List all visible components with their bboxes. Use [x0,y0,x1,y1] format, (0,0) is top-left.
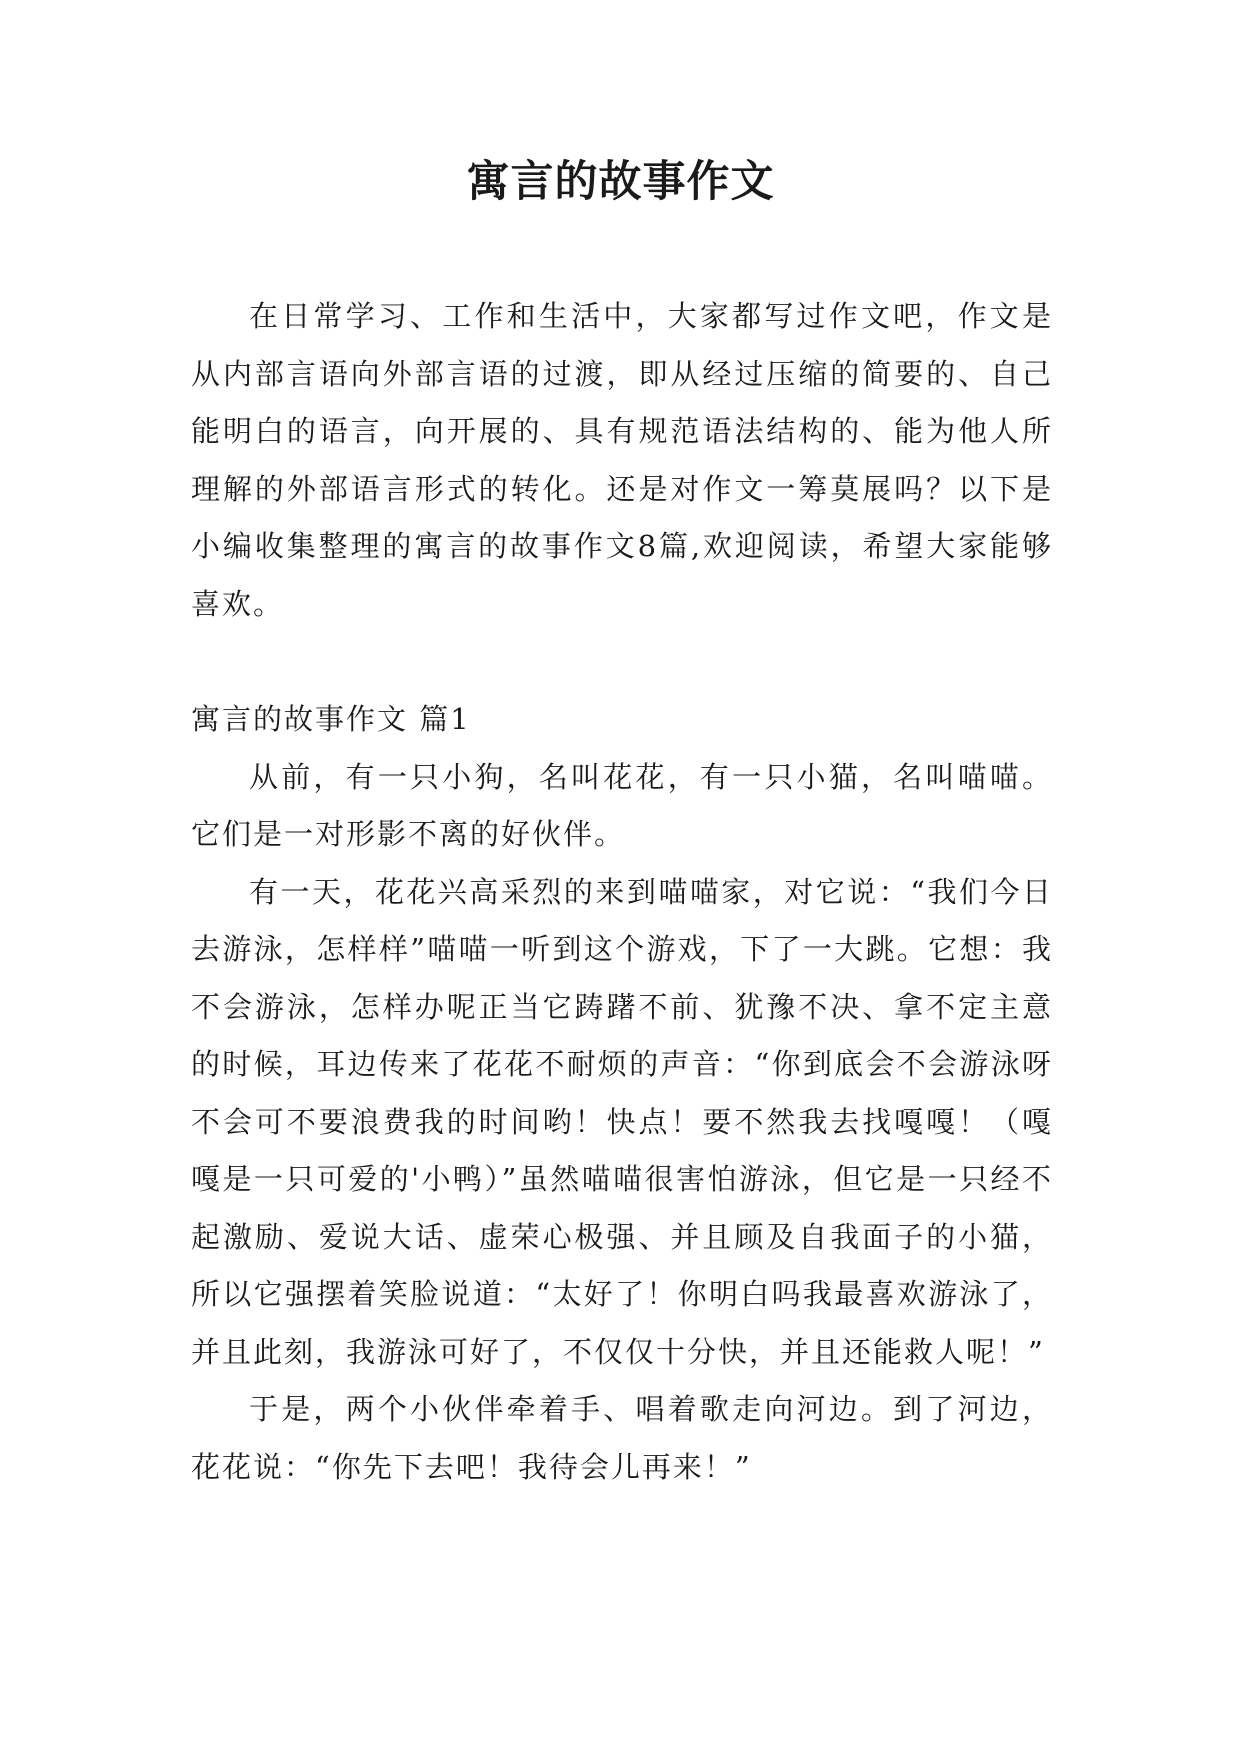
body-paragraph-3: 于是，两个小伙伴牵着手、唱着歌走向河边。到了河边，花花说：“你先下去吧！我待会儿再来！” [191,1392,1053,1484]
section-heading: 寓言的故事作文 篇1 [191,702,471,736]
intro-paragraph: 在日常学习、工作和生活中，大家都写过作文吧，作文是从内部言语向外部言语的过渡，即从经过压缩的简要的、自己能明白的语言，向开展的、具有规范语法结构的、能为他人所理解的外部语言形式的转化。还是对作文一筹莫展吗？以下是小编收集整理的寓言的故事作文8篇,欢迎阅读，希望大家能够喜欢。 [191,299,1053,621]
document-title: 寓言的故事作文 [466,157,775,207]
body-paragraph-1: 从前，有一只小狗，名叫花花，有一只小猫，名叫喵喵。它们是一对形影不离的好伙伴。 [191,759,1053,851]
document-body [191,288,1053,1496]
body-paragraph-2: 有一天，花花兴高采烈的来到喵喵家，对它说：“我们今日去游泳，怎样样”喵喵一听到这个游戏，下了一大跳。它想：我不会游泳，怎样办呢正当它踌躇不前、犹豫不决、拿不定主意的时候，耳边传来了花花不耐烦的声音：“你到底会不会游泳呀不会可不要浪费我的时间哟！快点！要不然我去找嘎嘎！（嘎嘎是一只可爱的'小鸭）”虽然喵喵很害怕游泳，但它是一只经不起激励、爱说大话、虚荣心极强、并且顾及自我面子的小猫，所以它强摆着笑脸说道：“太好了！你明白吗我最喜欢游泳了，并且此刻，我游泳可好了，不仅仅十分快，并且还能救人呢！” [191,874,1053,1369]
